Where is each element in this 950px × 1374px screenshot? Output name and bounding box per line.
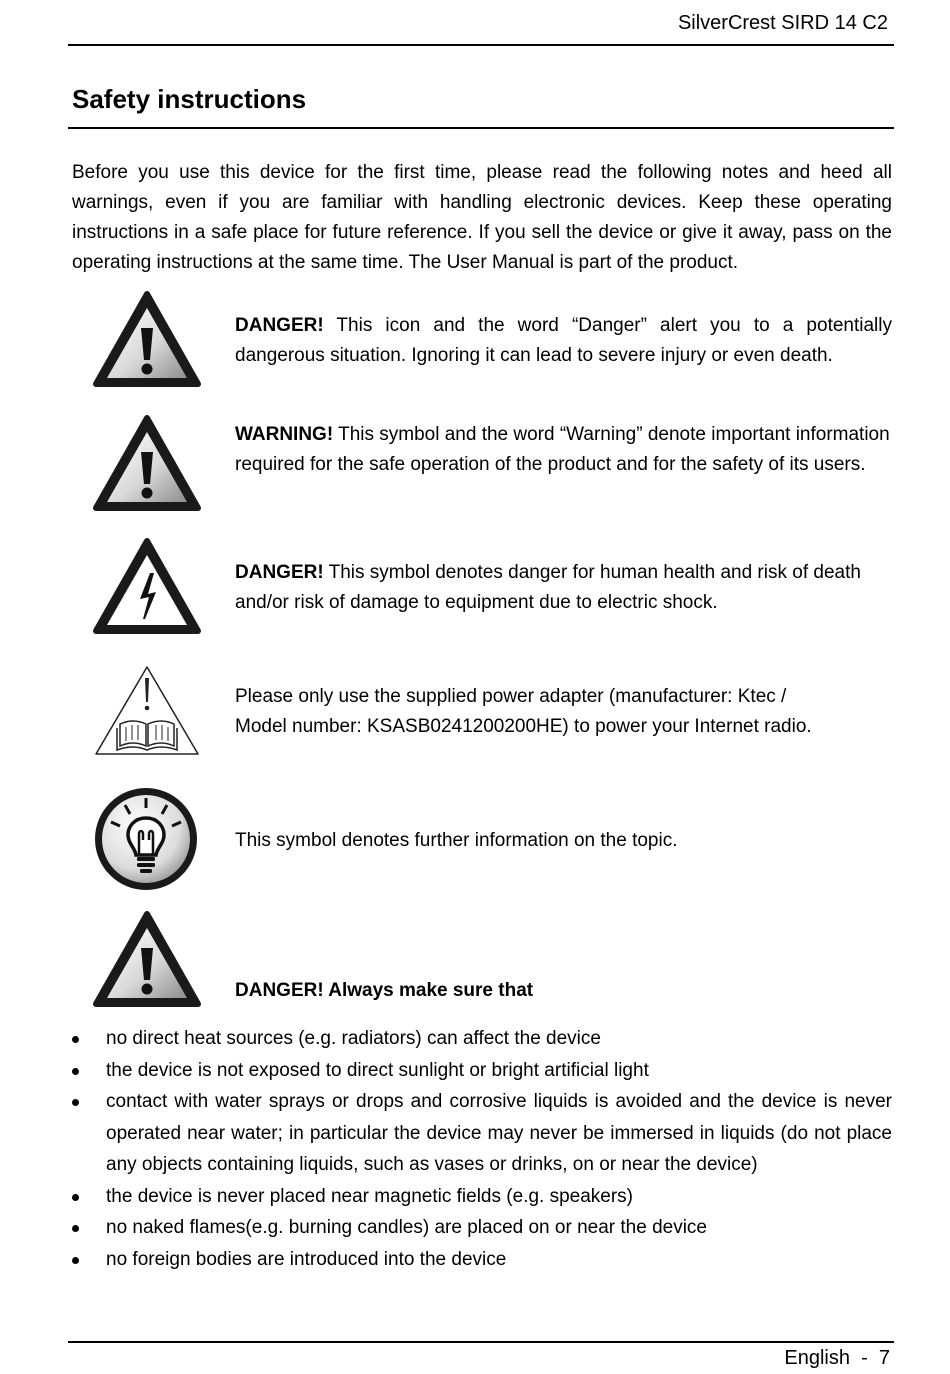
document-header: SilverCrest SIRD 14 C2 [677,12,888,34]
power-adapter-notice-text [235,682,892,742]
warning-notice-text [235,420,892,480]
always-make-sure-heading: DANGER! Always make sure that [235,980,534,1001]
electric-shock-notice-text [235,558,892,618]
title-rule [68,127,894,129]
bullet-dot [72,1194,79,1201]
list-item-text: no direct heat sources (e.g. radiators) can affect the device [106,1028,601,1049]
list-item [70,1023,892,1055]
lightbulb-icon [92,784,202,894]
intro-paragraph: Before you use this device for the first time, please read the following notes and heed all warnings, even if you are familiar with handling electronic devices. Keep these operating instructions in a safe place for future reference. If you sell the device or give it away, pass on the operating instructions at the same time. The User Manual is part of the product. [72,162,892,273]
list-item-text: the device is never placed near magnetic fields (e.g. speakers) [106,1185,633,1207]
safety-bullet-list [70,1023,892,1275]
power-adapter-line-2: Model number: KSASB0241200200HE) to power your Internet radio. [235,716,812,737]
list-item-text: the device is not exposed to direct sunlight or bright artificial light [106,1059,649,1081]
bullet-dot [72,1257,79,1264]
list-item-text: no foreign bodies are introduced into the device [106,1248,507,1270]
bullet-dot [72,1225,79,1232]
list-item-text: no naked flames(e.g. burning candles) are placed on or near the device [106,1217,707,1238]
list-item [70,1055,892,1087]
electric-danger-description: This symbol denotes danger for human health and risk of death and/or risk of damage to equipment due to electric shock. [235,562,861,613]
bullet-dot [72,1036,79,1043]
read-manual-icon [92,664,202,758]
footer-rule [68,1341,894,1343]
warning-description: This symbol and the word “Warning” denote important information required for the safe operation of the product and for the safety of its users. [235,424,890,475]
warning-triangle-icon [92,290,202,390]
list-item [70,1181,892,1213]
list-item [70,1244,892,1276]
danger-notice-text [235,311,892,371]
warning-label: WARNING! [235,424,334,445]
list-item [70,1086,892,1181]
electric-danger-label: DANGER! [235,562,324,583]
bullet-dot [72,1099,79,1106]
info-notice-text: This symbol denotes further information on the topic. [235,830,678,851]
list-item [70,1212,892,1244]
danger-label: DANGER! [235,315,324,336]
page-title: Safety instructions [72,84,307,114]
danger-description: This icon and the word “Danger” alert you to a potentially dangerous situation. Ignoring it can lead to severe injury or even death. [235,315,892,366]
header-rule [68,44,894,46]
warning-triangle-icon [92,414,202,514]
power-adapter-line-1: Please only use the supplied power adapter (manufacturer: Ktec / [235,686,787,707]
page-footer: English - 7 [784,1347,890,1369]
list-item-text: contact with water sprays or drops and corrosive liquids is avoided and the device is never operated near water; in particular the device may never be immersed in liquids (do not place any objects containing liquids, such as vases or drinks, on or near the device) [106,1091,892,1175]
warning-triangle-icon [92,910,202,1010]
electric-shock-icon [92,537,202,637]
bullet-dot [72,1068,79,1075]
